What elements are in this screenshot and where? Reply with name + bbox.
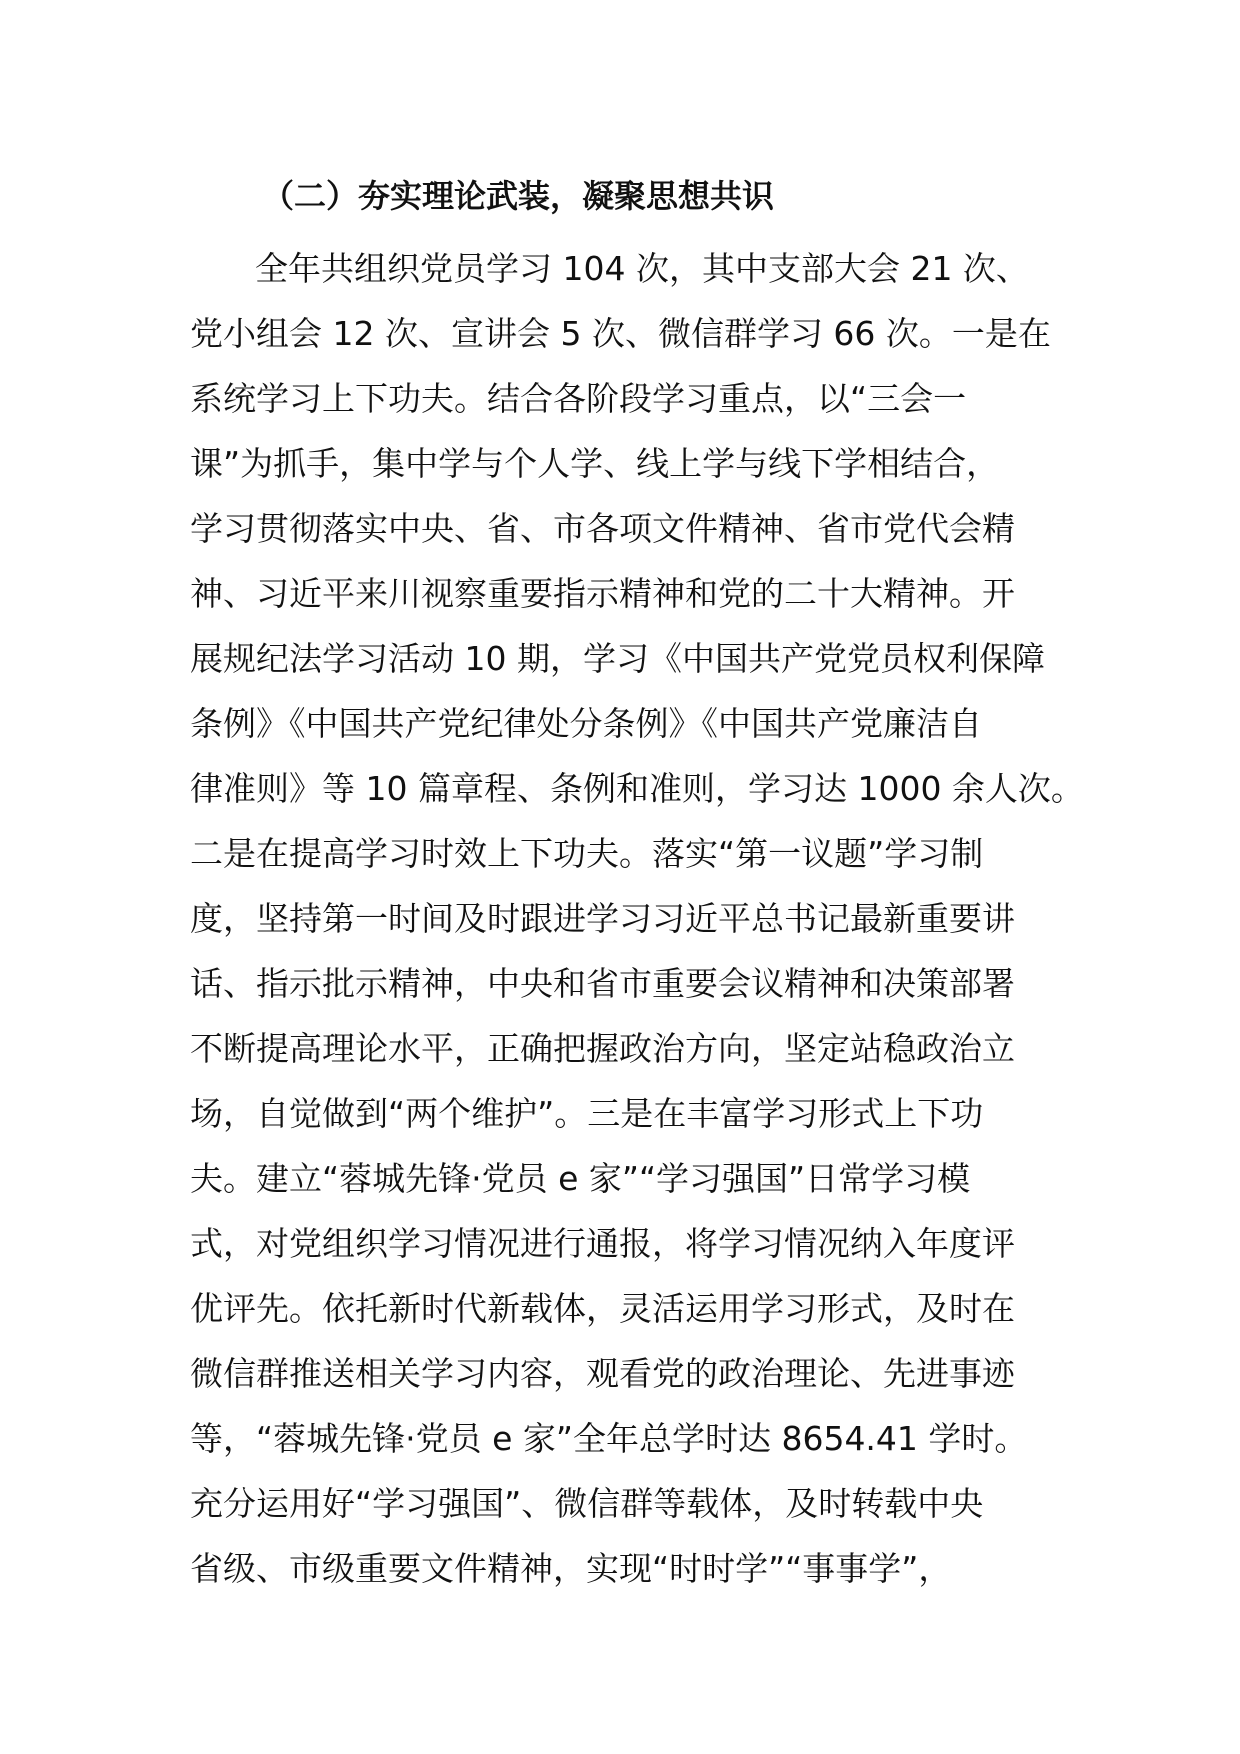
- paragraph-line: 系统学习上下功夫。结合各阶段学习重点，以“三会一: [190, 379, 967, 418]
- section-heading: （二）夯实理论武装，凝聚思想共识: [262, 177, 775, 215]
- body-paragraph: [190, 236, 1090, 1601]
- paragraph-line: 等，“蓉城先锋·党员 e 家”全年总学时达 8654.41 学时。: [190, 1419, 1028, 1458]
- paragraph-line: 党小组会 12 次、宣讲会 5 次、微信群学习 66 次。一是在: [190, 314, 1051, 353]
- paragraph-line: 展规纪法学习活动 10 期，学习《中国共产党党员权利保障: [190, 639, 1045, 678]
- paragraph-line: 场，自觉做到“两个维护”。三是在丰富学习形式上下功: [190, 1094, 984, 1133]
- paragraph-line: 律准则》等 10 篇章程、条例和准则，学习达 1000 余人次。: [190, 769, 1084, 808]
- paragraph-line: 微信群推送相关学习内容，观看党的政治理论、先进事迹: [190, 1354, 1015, 1393]
- paragraph-line: 度，坚持第一时间及时跟进学习习近平总书记最新重要讲: [190, 899, 1015, 938]
- paragraph-line: 式，对党组织学习情况进行通报，将学习情况纳入年度评: [190, 1224, 1015, 1263]
- paragraph-line: 夫。建立“蓉城先锋·党员 e 家”“学习强国”日常学习模: [190, 1159, 971, 1198]
- paragraph-line: 二是在提高学习时效上下功夫。落实“第一议题”学习制: [190, 834, 984, 873]
- paragraph-line: 不断提高理论水平，正确把握政治方向，坚定站稳政治立: [190, 1029, 1015, 1068]
- paragraph-line: 学习贯彻落实中央、省、市各项文件精神、省市党代会精: [190, 509, 1015, 548]
- paragraph-line: 充分运用好“学习强国”、微信群等载体，及时转载中央: [190, 1484, 984, 1523]
- paragraph-line: 话、指示批示精神，中央和省市重要会议精神和决策部署: [190, 964, 1015, 1003]
- paragraph-line: 神、习近平来川视察重要指示精神和党的二十大精神。开: [190, 574, 1015, 613]
- paragraph-line: 课”为抓手，集中学与个人学、线上学与线下学相结合，: [190, 444, 1000, 483]
- paragraph-line: 全年共组织党员学习 104 次，其中支部大会 21 次、: [255, 249, 1029, 288]
- paragraph-line: 省级、市级重要文件精神，实现“时时学”“事事学”，: [190, 1549, 952, 1588]
- paragraph-line: 优评先。依托新时代新载体，灵活运用学习形式，及时在: [190, 1289, 1015, 1328]
- paragraph-line: 条例》《中国共产党纪律处分条例》《中国共产党廉洁自: [190, 704, 982, 743]
